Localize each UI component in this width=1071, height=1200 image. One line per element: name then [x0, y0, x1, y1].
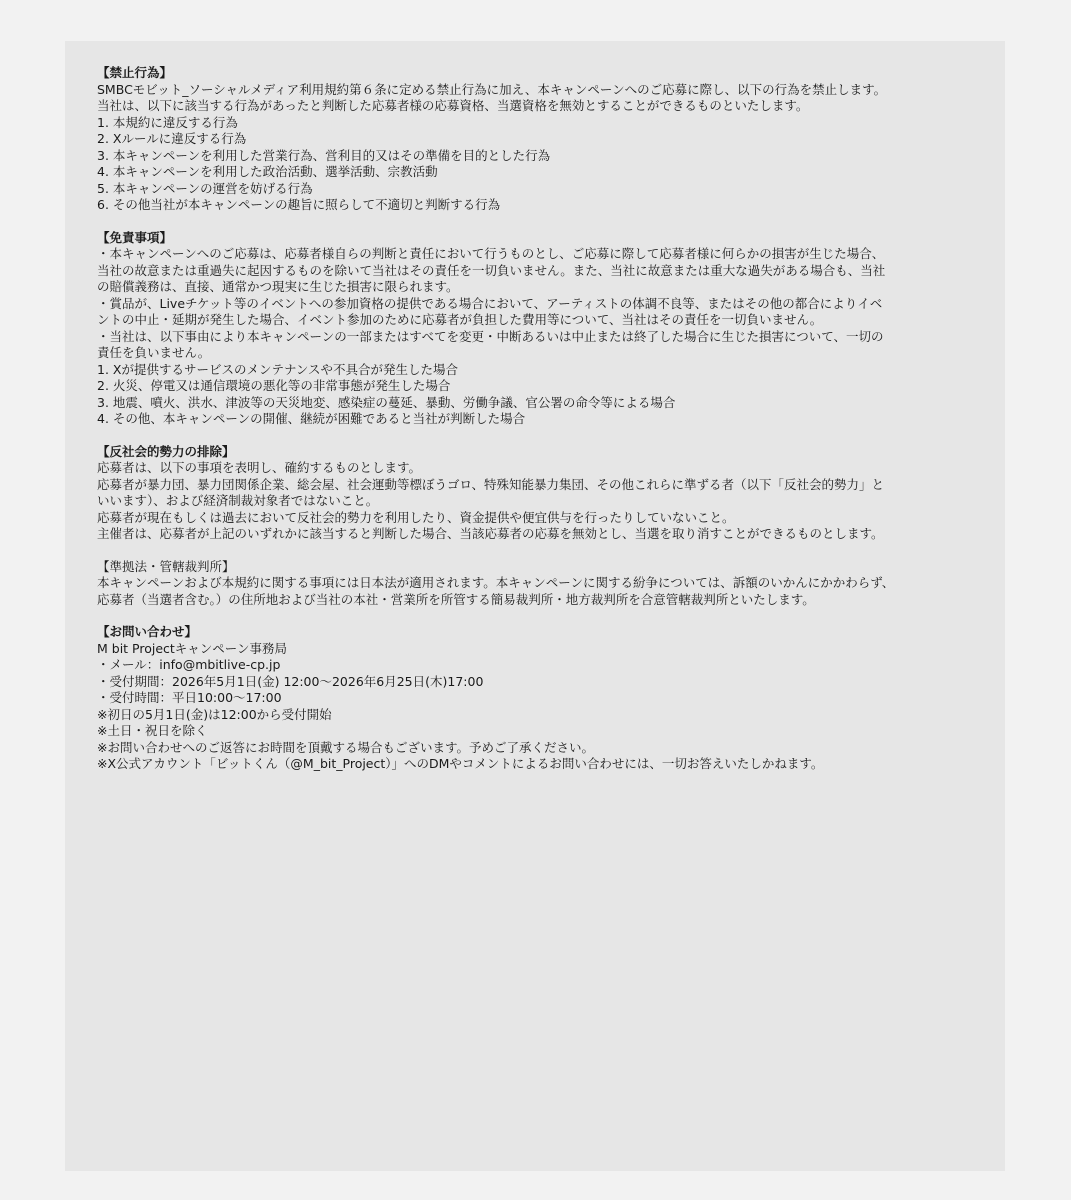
- text-line: 責任を負いません。: [97, 345, 211, 360]
- text-line: ・賞品が、Liveチケット等のイベントへの参加資格の提供である場合において、アーティストの体調不良等、またはその他の都合によりイベ: [97, 295, 883, 311]
- section-heading: 【反社会的勢力の排除】: [97, 443, 235, 459]
- section-heading: 【お問い合わせ】: [97, 624, 198, 639]
- list-item: 4. その他、本キャンペーンの開催、継続が困難であると当社が判断した場合: [97, 411, 526, 426]
- text-line: ントの中止・延期が発生した場合、イベント参加のために応募者が負担した費用等について、当社はその責任を一切負いません。: [97, 312, 823, 327]
- text-line: 応募者が現在もしくは過去において反社会的勢力を利用したり、資金提供や便宜供与を行ったりしていないこと。: [97, 509, 735, 525]
- section-disclaimer: [97, 230, 981, 428]
- text-line: 応募者（当選者含む。）の住所地および当社の本社・営業所を所管する簡易裁判所・地方裁判所を合意管轄裁判所といたします。: [97, 591, 815, 607]
- list-item: 3. 地震、噴火、洪水、津波等の天災地変、感染症の蔓延、暴動、労働争議、官公署の命令等による場合: [97, 394, 676, 410]
- contact-office: M bit Projectキャンペーン事務局: [97, 640, 288, 656]
- contact-email: ・メール：info@mbitlive-cp.jp: [97, 657, 281, 672]
- list-item: 1. 本規約に違反する行為: [97, 114, 238, 130]
- list-item: 3. 本キャンペーンを利用した営業行為、営利目的又はその準備を目的とした行為: [97, 147, 551, 163]
- section-heading: 【準拠法・管轄裁判所】: [97, 558, 235, 574]
- text-line: ・当社は、以下事由により本キャンペーンの一部またはすべてを変更・中断あるいは中止または終了した場合に生じた損害について、一切の: [97, 328, 884, 344]
- text-line: いいます）、および経済制裁対象者ではないこと。: [97, 493, 379, 508]
- list-item: 2. Xルールに違反する行為: [97, 131, 247, 146]
- text-line: 主催者は、応募者が上記のいずれかに該当すると判断した場合、当該応募者の応募を無効とし、当選を取り消すことができるものとします。: [97, 526, 884, 541]
- contact-period: ・受付期間：2026年5月1日(金) 12:00〜2026年6月25日(木)17:00: [97, 673, 484, 689]
- contact-note: ※X公式アカウント「ビットくん（@M_bit_Project）」へのDMやコメントによるお問い合わせには、一切お答えいたしかねます。: [97, 756, 824, 771]
- contact-note: ※土日・祝日を除く: [97, 723, 208, 738]
- text-line: ・本キャンペーンへのご応募は、応募者様自らの判断と責任において行うものとし、ご応募に際して応募者様に何らかの損害が生じた場合、: [97, 246, 885, 261]
- contact-note: ※初日の5月1日(金)は12:00から受付開始: [97, 706, 332, 722]
- text-line: 応募者が暴力団、暴力団関係企業、総会屋、社会運動等標ぼうゴロ、特殊知能暴力集団、その他これらに準ずる者（以下「反社会的勢力」と: [97, 476, 885, 492]
- list-item: 1. Xが提供するサービスのメンテナンスや不具合が発生した場合: [97, 361, 458, 377]
- text-line: 応募者は、以下の事項を表明し、確約するものとします。: [97, 460, 422, 475]
- list-item: 2. 火災、停電又は通信環境の悪化等の非常事態が発生した場合: [97, 378, 451, 393]
- text-line: 当社の故意または重過失に起因するものを除いて当社はその責任を一切負いません。また、当社に故意または重大な過失がある場合も、当社: [97, 262, 886, 278]
- section-contact: [97, 624, 981, 773]
- contact-hours: ・受付時間：平日10:00〜17:00: [97, 690, 282, 705]
- terms-panel: [65, 41, 1005, 1171]
- section-heading: 【免責事項】: [97, 229, 173, 245]
- section-prohibited-acts: [97, 65, 981, 214]
- list-item: 5. 本キャンペーンの運営を妨げる行為: [97, 180, 313, 196]
- list-item: 6. その他当社が本キャンペーンの趣旨に照らして不適切と判断する行為: [97, 197, 501, 212]
- section-governing-law: [97, 559, 981, 609]
- section-heading: 【禁止行為】: [97, 65, 173, 80]
- text-line: の賠償義務は、直接、通常かつ現実に生じた損害に限られます。: [97, 279, 459, 294]
- text-line: 本キャンペーンおよび本規約に関する事項には日本法が適用されます。本キャンペーンに関する紛争については、訴額のいかんにかかわらず、: [97, 575, 895, 590]
- text-line: 当社は、以下に該当する行為があったと判断した応募者様の応募資格、当選資格を無効とすることができるものといたします。: [97, 98, 809, 113]
- text-line: SMBCモビット_ソーシャルメディア利用規約第６条に定める禁止行為に加え、本キャンペーンへのご応募に際し、以下の行為を禁止します。: [97, 81, 887, 97]
- section-antisocial-forces: [97, 444, 981, 543]
- contact-note: ※お問い合わせへのご返答にお時間を頂戴する場合もございます。予めご了承ください。: [97, 739, 594, 755]
- list-item: 4. 本キャンペーンを利用した政治活動、選挙活動、宗教活動: [97, 164, 438, 179]
